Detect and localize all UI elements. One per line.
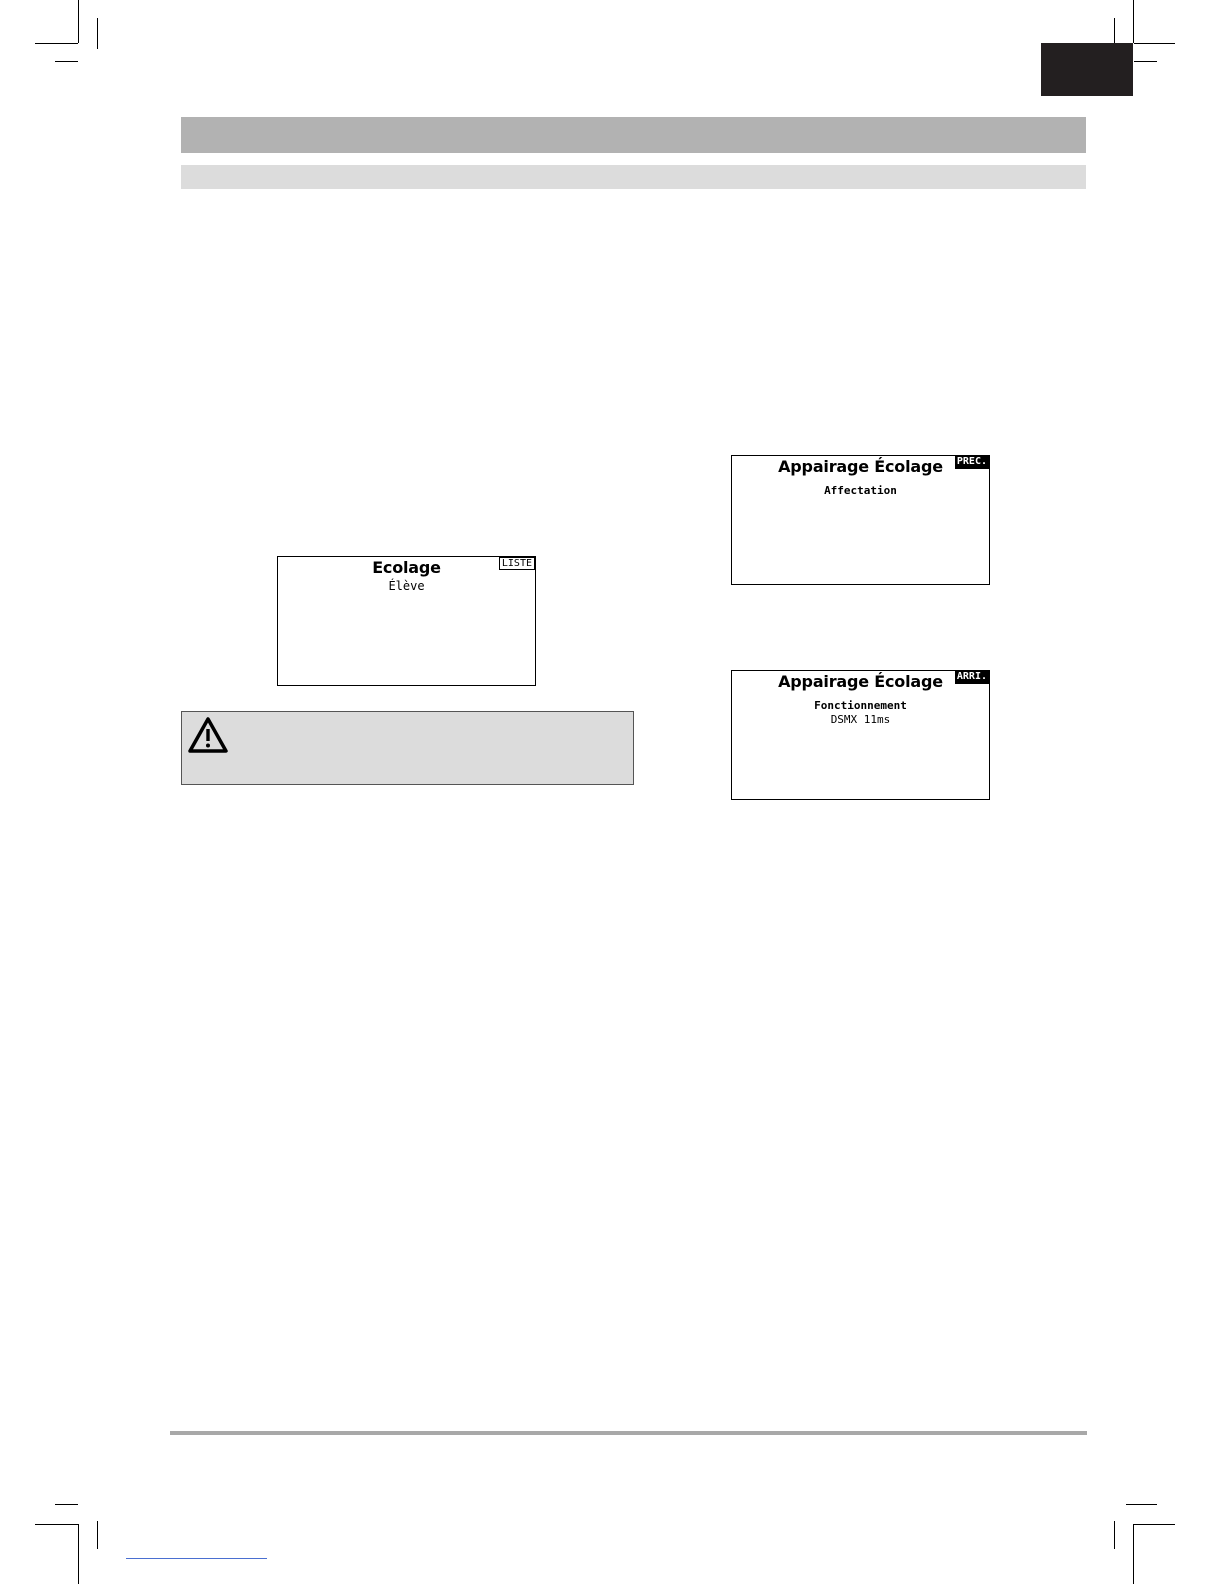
crop-mark xyxy=(78,0,79,43)
lcd-title: Appairage Écolage xyxy=(778,672,943,691)
lcd-screen-ecolage xyxy=(277,556,536,686)
crop-mark xyxy=(78,1524,79,1584)
crop-mark xyxy=(1134,61,1157,62)
warning-triangle-icon xyxy=(187,716,229,754)
crop-mark xyxy=(1134,1524,1175,1525)
lcd-status: Affectation xyxy=(824,484,897,497)
crop-mark xyxy=(35,1524,78,1525)
section-subheader-bar xyxy=(181,165,1086,189)
lcd-tag-arri: ARRI. xyxy=(956,671,987,682)
lcd-protocol: DSMX 11ms xyxy=(830,713,891,726)
section-header-bar xyxy=(181,117,1086,153)
crop-mark xyxy=(97,18,98,49)
lcd-value-mode: Élève xyxy=(388,579,425,593)
crop-mark xyxy=(97,1521,98,1549)
crop-mark xyxy=(55,61,78,62)
footer-rule xyxy=(170,1431,1087,1435)
lcd-status: Fonctionnement xyxy=(814,699,907,712)
lcd-screen-appairage-fonctionnement xyxy=(731,670,990,800)
crop-mark xyxy=(35,43,78,44)
crop-mark xyxy=(55,1504,78,1505)
crop-mark xyxy=(1114,1521,1115,1549)
lcd-tag-prec: PREC. xyxy=(956,456,987,467)
language-tab-block xyxy=(1041,43,1133,96)
lcd-title: Ecolage xyxy=(372,558,441,577)
crop-mark xyxy=(1133,1524,1134,1584)
lcd-tag-liste: LISTE xyxy=(499,557,535,570)
crop-mark xyxy=(1126,1504,1157,1505)
crop-mark xyxy=(1133,0,1134,43)
warning-box xyxy=(181,711,634,785)
lcd-title: Appairage Écolage xyxy=(778,457,943,476)
link-underline xyxy=(126,1558,267,1559)
lcd-screen-appairage-affectation xyxy=(731,455,990,585)
crop-mark xyxy=(1134,43,1175,44)
